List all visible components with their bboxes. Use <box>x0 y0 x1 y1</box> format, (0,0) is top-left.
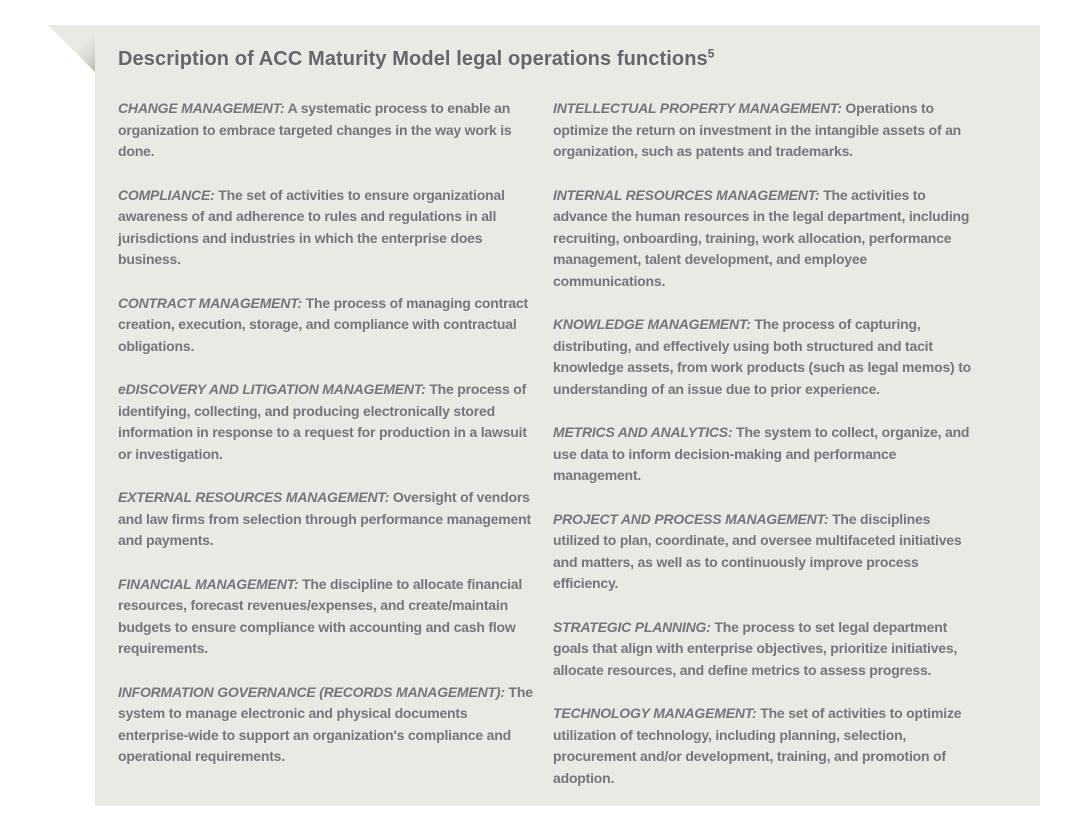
definition-entry <box>553 509 974 595</box>
term-label: INTERNAL RESOURCES MANAGEMENT: <box>553 186 820 203</box>
definition-entry <box>118 379 539 465</box>
term-definition: A systematic process to enable an organization to embrace targeted changes in the way work is done. <box>118 100 512 159</box>
definition-entry <box>553 703 974 789</box>
page-title <box>118 46 980 72</box>
term-definition: The system to collect, organize, and use data to inform decision-making and performance management. <box>553 424 970 483</box>
term-label: PROJECT AND PROCESS MANAGEMENT: <box>553 510 829 527</box>
term-definition: The activities to advance the human resources in the legal department, including recruiting, onboarding, training, work allocation, performance management, talent development, and employee communications. <box>553 186 970 289</box>
definition-entry <box>118 185 539 271</box>
definition-entry <box>553 98 974 163</box>
definition-entry <box>118 682 539 768</box>
term-label: CONTRACT MANAGEMENT: <box>118 294 302 311</box>
term-definition: The process of identifying, collecting, and producing electronically stored information in response to a request for production in a lawsuit or investigation. <box>118 381 527 462</box>
term-label: eDISCOVERY AND LITIGATION MANAGEMENT: <box>118 381 426 397</box>
definition-columns <box>118 98 980 811</box>
term-label: KNOWLEDGE MANAGEMENT: <box>553 316 751 332</box>
definition-entry <box>118 293 539 358</box>
term-label: EXTERNAL RESOURCES MANAGEMENT: <box>118 489 390 505</box>
term-label: STRATEGIC PLANNING: <box>553 618 711 635</box>
definition-entry <box>553 314 974 400</box>
term-definition: The system to manage electronic and physical documents enterprise-wide to support an organization's compliance and operational requirements. <box>118 683 533 764</box>
definition-entry <box>553 617 974 682</box>
term-definition: The discipline to allocate financial resources, forecast revenues/expenses, and create/maintain budgets to ensure compliance with accounting and cash flow requirements. <box>118 575 523 656</box>
term-label: CHANGE MANAGEMENT: <box>118 100 285 116</box>
term-definition: The process to set legal department goals that align with enterprise objectives, prioritize initiatives, allocate resources, and define metrics to assess progress. <box>553 618 958 678</box>
term-label: METRICS AND ANALYTICS: <box>553 424 733 440</box>
definition-entry <box>118 487 539 552</box>
definitions-panel <box>95 25 1040 806</box>
definition-entry <box>118 98 539 163</box>
term-definition: Operations to optimize the return on investment in the intangible assets of an organization, such as patents and trademarks. <box>553 100 962 159</box>
definition-entry <box>553 185 974 293</box>
term-definition: Oversight of vendors and law firms from selection through performance management and payments. <box>118 489 531 548</box>
term-label: INTELLECTUAL PROPERTY MANAGEMENT: <box>553 100 842 116</box>
term-label: FINANCIAL MANAGEMENT: <box>118 575 299 592</box>
term-label: INFORMATION GOVERNANCE (RECORDS MANAGEMENT): <box>118 683 505 700</box>
definition-entry <box>553 422 974 487</box>
term-definition: The disciplines utilized to plan, coordinate, and oversee multifaceted initiatives and matters, as well as to continuously improve process efficiency. <box>553 510 962 591</box>
term-definition: The set of activities to ensure organizational awareness of and adherence to rules and regulations in all jurisdictions and industries in which the enterprise does business. <box>118 186 505 267</box>
term-label: COMPLIANCE: <box>118 186 215 203</box>
term-label: TECHNOLOGY MANAGEMENT: <box>553 705 757 721</box>
title-footnote-marker: 5 <box>707 46 715 61</box>
definition-entry <box>118 574 539 660</box>
column-left <box>118 98 539 811</box>
term-definition: The process of managing contract creation, execution, storage, and compliance with contractual obligations. <box>118 294 528 354</box>
term-definition: The process of capturing, distributing, and effectively using both structured and tacit knowledge assets, from work products (such as legal memos) to understanding of an issue due to prior experience. <box>553 316 972 397</box>
page-title-text: Description of ACC Maturity Model legal operations functions <box>118 48 708 70</box>
term-definition: The set of activities to optimize utilization of technology, including planning, selection, procurement and/or development, training, and promotion of adoption. <box>553 705 962 786</box>
column-right <box>553 98 974 811</box>
corner-fold-decoration <box>48 25 95 72</box>
